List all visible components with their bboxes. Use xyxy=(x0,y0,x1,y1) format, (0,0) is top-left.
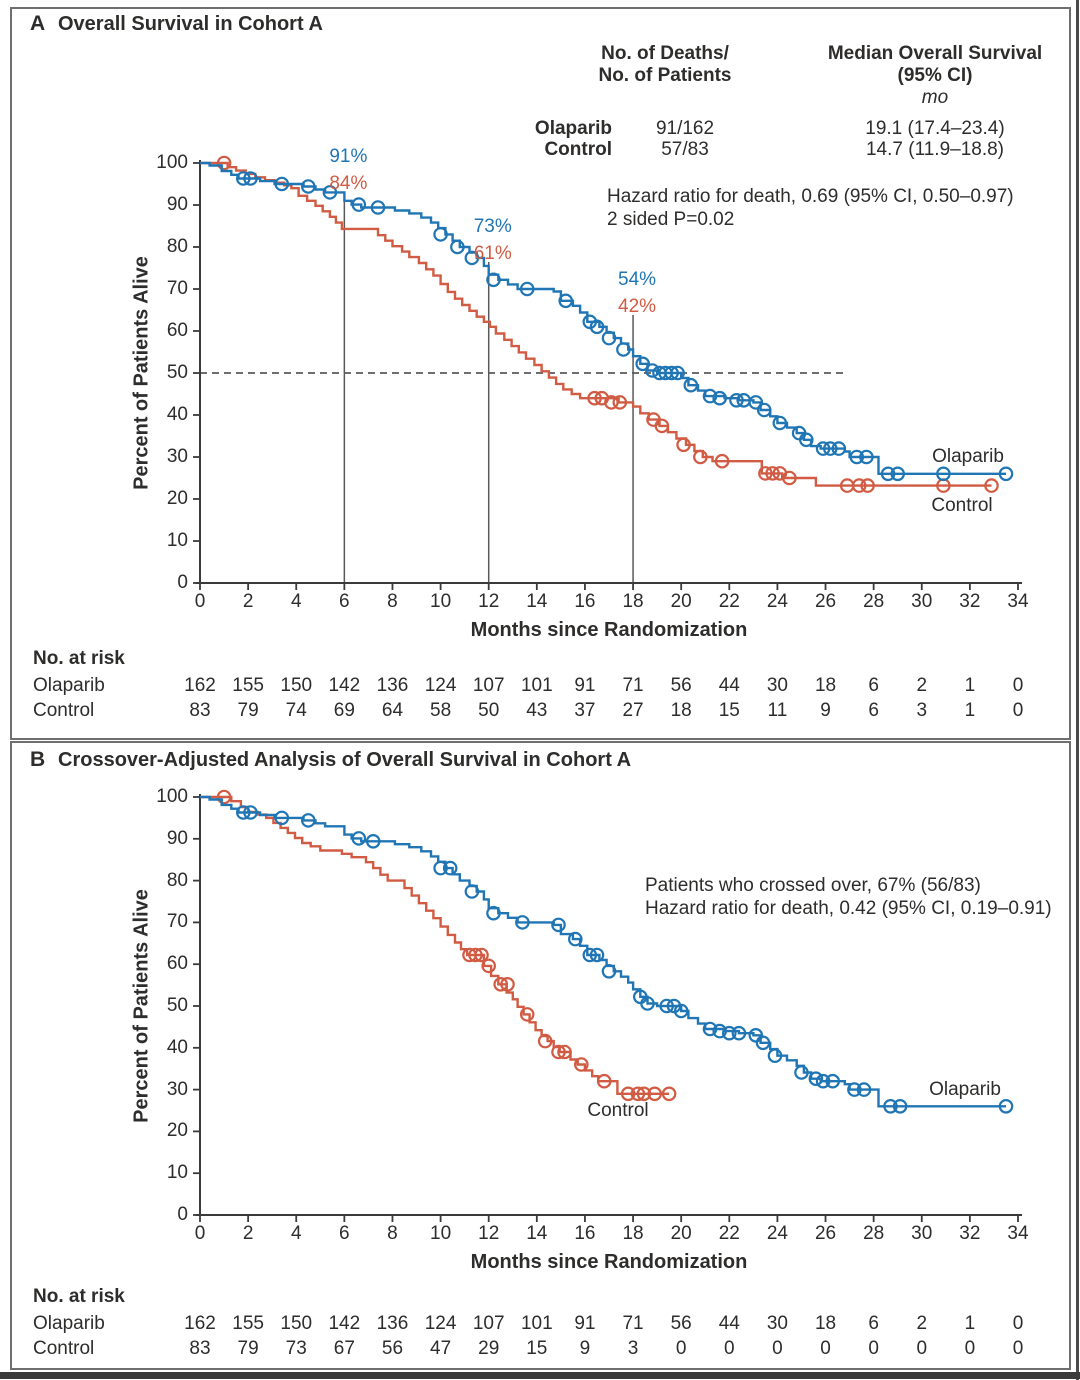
x-tick-label: 18 xyxy=(622,591,644,612)
y-tick-label: 50 xyxy=(166,362,188,383)
risk-count: 1 xyxy=(964,1313,976,1334)
risk-count: 0 xyxy=(964,1338,976,1359)
milestone-control-label: 84% xyxy=(329,173,368,194)
x-tick-label: 24 xyxy=(766,1223,788,1244)
risk-count: 1 xyxy=(964,700,976,721)
risk-row-label: Control xyxy=(33,1338,95,1359)
y-tick-label: 50 xyxy=(166,995,188,1016)
curve-label-olaparib-a: Olaparib xyxy=(932,446,1004,467)
risk-count: 9 xyxy=(579,1338,591,1359)
risk-count: 162 xyxy=(184,675,216,696)
risk-count: 101 xyxy=(520,675,553,696)
x-tick-label: 22 xyxy=(718,1223,740,1244)
risk-count: 44 xyxy=(718,675,740,696)
x-tick-label: 8 xyxy=(387,591,398,612)
risk-count: 71 xyxy=(622,1313,644,1334)
y-tick-label: 30 xyxy=(166,1078,188,1100)
risk-count: 2 xyxy=(916,675,928,696)
risk-count: 15 xyxy=(526,1338,548,1359)
stats-col2-header-line2: (95% CI) xyxy=(897,65,973,86)
risk-count: 150 xyxy=(280,1313,313,1334)
y-tick-label: 20 xyxy=(166,488,188,509)
x-tick-label: 10 xyxy=(430,591,452,612)
risk-count: 101 xyxy=(520,1313,553,1334)
risk-count: 37 xyxy=(574,700,596,721)
risk-count: 15 xyxy=(718,700,740,721)
y-tick-label: 40 xyxy=(166,404,188,425)
y-tick-label: 0 xyxy=(177,1204,188,1225)
y-tick-label: 10 xyxy=(166,530,188,551)
stats-col1-header-line2: No. of Patients xyxy=(598,65,732,86)
y-tick-label: 60 xyxy=(166,953,188,975)
x-tick-label: 32 xyxy=(959,1223,981,1244)
x-tick-label: 10 xyxy=(430,1223,452,1244)
risk-count: 18 xyxy=(814,1313,837,1334)
stats-row-olaparib-label: Olaparib xyxy=(534,118,612,139)
km-curve-control-b xyxy=(200,797,669,1094)
x-axis-title-b: Months since Randomization xyxy=(470,1251,748,1273)
curve-label-control-b: Control xyxy=(587,1100,649,1121)
milestone-control-label: 61% xyxy=(473,243,512,264)
risk-count: 162 xyxy=(184,1313,216,1334)
risk-count: 30 xyxy=(766,675,788,696)
risk-count: 27 xyxy=(622,700,644,721)
risk-count: 83 xyxy=(189,700,211,721)
x-tick-label: 22 xyxy=(718,591,740,612)
pvalue-annotation-a: 2 sided P=0.02 xyxy=(607,209,735,230)
stats-col1-header-line1: No. of Deaths/ xyxy=(601,43,729,64)
risk-count: 155 xyxy=(232,1313,264,1334)
risk-count: 124 xyxy=(424,675,457,696)
x-tick-label: 26 xyxy=(814,1223,837,1244)
y-axis-title-a: Percent of Patients Alive xyxy=(130,256,153,490)
x-tick-label: 30 xyxy=(911,591,933,612)
risk-count: 47 xyxy=(430,1338,452,1359)
y-tick-label: 70 xyxy=(166,278,188,299)
risk-row-label: Olaparib xyxy=(33,675,105,696)
risk-count: 91 xyxy=(574,1313,596,1334)
risk-count: 64 xyxy=(381,700,404,721)
stats-row-control-label: Control xyxy=(544,139,612,160)
y-tick-label: 70 xyxy=(166,911,188,933)
risk-count: 2 xyxy=(916,1313,928,1334)
x-tick-label: 0 xyxy=(194,591,206,612)
y-tick-label: 90 xyxy=(166,827,188,849)
x-tick-label: 2 xyxy=(242,591,254,612)
y-axis-title-b: Percent of Patients Alive xyxy=(130,889,153,1123)
x-tick-label: 0 xyxy=(194,1223,206,1244)
stats-row-olaparib-deaths: 91/162 xyxy=(655,118,715,139)
x-tick-label: 4 xyxy=(290,591,302,612)
x-tick-label: 6 xyxy=(339,591,350,612)
stats-col2-unit: mo xyxy=(921,87,949,108)
risk-count: 3 xyxy=(916,700,928,721)
y-tick-label: 10 xyxy=(166,1162,188,1184)
risk-count: 0 xyxy=(1012,1338,1024,1359)
y-tick-label: 20 xyxy=(166,1120,188,1142)
risk-row-label: Control xyxy=(33,700,95,721)
y-tick-label: 90 xyxy=(166,194,188,215)
risk-count: 56 xyxy=(381,1338,404,1359)
x-tick-label: 12 xyxy=(478,1223,500,1244)
panel-b-letter: B xyxy=(30,748,46,771)
x-tick-label: 28 xyxy=(863,591,885,612)
panel-a-title: Overall Survival in Cohort A xyxy=(58,13,323,35)
risk-count: 0 xyxy=(820,1338,831,1359)
x-axis-title-a: Months since Randomization xyxy=(470,619,748,641)
km-curve-olaparib-a xyxy=(200,163,1006,474)
risk-count: 56 xyxy=(670,1313,692,1334)
risk-count: 18 xyxy=(814,675,837,696)
hazard-ratio-annotation-a: Hazard ratio for death, 0.69 (95% CI, 0.50–0.97) xyxy=(607,186,1014,207)
x-tick-label: 20 xyxy=(670,1223,692,1244)
risk-count: 73 xyxy=(285,1338,307,1359)
crossover-annotation-b: Patients who crossed over, 67% (56/83) xyxy=(645,875,981,896)
hazard-ratio-annotation-b: Hazard ratio for death, 0.42 (95% CI, 0.19–0.91) xyxy=(645,898,1052,919)
risk-count: 0 xyxy=(1012,1313,1024,1334)
risk-count: 71 xyxy=(622,675,644,696)
risk-count: 43 xyxy=(526,700,548,721)
x-tick-label: 34 xyxy=(1007,591,1029,612)
risk-count: 69 xyxy=(333,700,355,721)
x-tick-label: 4 xyxy=(290,1223,302,1244)
risk-count: 9 xyxy=(820,700,831,721)
stats-row-control-median: 14.7 (11.9–18.8) xyxy=(865,139,1005,160)
x-tick-label: 34 xyxy=(1007,1223,1029,1244)
y-tick-label: 100 xyxy=(156,786,188,807)
risk-count: 6 xyxy=(868,700,879,721)
risk-count: 0 xyxy=(772,1338,783,1359)
risk-count: 67 xyxy=(333,1338,355,1359)
x-tick-label: 2 xyxy=(242,1223,254,1244)
curve-label-control-a: Control xyxy=(931,495,993,516)
milestone-olaparib-label: 73% xyxy=(473,216,512,237)
panel-a-letter: A xyxy=(30,12,46,35)
risk-count: 0 xyxy=(723,1338,735,1359)
no-at-risk-header-a: No. at risk xyxy=(33,648,125,669)
x-tick-label: 16 xyxy=(574,1223,596,1244)
x-tick-label: 24 xyxy=(766,591,788,612)
risk-count: 56 xyxy=(670,675,692,696)
panel-b-title: Crossover-Adjusted Analysis of Overall Survival in Cohort A xyxy=(58,749,632,771)
risk-count: 155 xyxy=(232,675,264,696)
risk-count: 136 xyxy=(376,675,409,696)
risk-count: 91 xyxy=(574,675,596,696)
x-tick-label: 26 xyxy=(814,591,837,612)
stats-col2-header-line1: Median Overall Survival xyxy=(827,43,1043,64)
risk-count: 50 xyxy=(478,700,500,721)
x-tick-label: 18 xyxy=(622,1223,644,1244)
y-tick-label: 30 xyxy=(166,446,188,467)
risk-count: 79 xyxy=(237,700,259,721)
y-tick-label: 60 xyxy=(166,320,188,341)
risk-count: 83 xyxy=(189,1338,211,1359)
risk-count: 3 xyxy=(627,1338,639,1359)
no-at-risk-header-b: No. at risk xyxy=(33,1286,125,1307)
risk-count: 58 xyxy=(430,700,452,721)
risk-count: 0 xyxy=(916,1338,928,1359)
x-tick-label: 6 xyxy=(339,1223,350,1244)
y-tick-label: 100 xyxy=(156,152,188,173)
y-tick-label: 40 xyxy=(166,1036,188,1058)
x-tick-label: 14 xyxy=(526,591,548,612)
x-tick-label: 8 xyxy=(387,1223,398,1244)
risk-count: 18 xyxy=(670,700,692,721)
risk-row-label: Olaparib xyxy=(33,1313,105,1334)
x-tick-label: 28 xyxy=(863,1223,885,1244)
y-tick-label: 0 xyxy=(177,572,188,593)
risk-count: 107 xyxy=(472,1313,505,1334)
x-tick-label: 20 xyxy=(670,591,692,612)
curve-label-olaparib-b: Olaparib xyxy=(929,1079,1001,1100)
y-tick-label: 80 xyxy=(166,869,188,891)
x-tick-label: 16 xyxy=(574,591,596,612)
risk-count: 6 xyxy=(868,1313,879,1334)
x-tick-label: 14 xyxy=(526,1223,548,1244)
risk-count: 0 xyxy=(675,1338,687,1359)
risk-count: 107 xyxy=(472,675,505,696)
risk-count: 142 xyxy=(328,675,361,696)
risk-count: 11 xyxy=(767,700,788,721)
risk-count: 79 xyxy=(237,1338,259,1359)
risk-count: 6 xyxy=(868,675,879,696)
y-tick-label: 80 xyxy=(166,236,188,257)
milestone-olaparib-label: 54% xyxy=(618,269,657,290)
risk-count: 0 xyxy=(1012,675,1024,696)
milestone-olaparib-label: 91% xyxy=(329,146,368,167)
risk-count: 136 xyxy=(376,1313,409,1334)
risk-count: 29 xyxy=(478,1338,500,1359)
risk-count: 142 xyxy=(328,1313,361,1334)
risk-count: 0 xyxy=(1012,700,1024,721)
risk-count: 44 xyxy=(718,1313,740,1334)
x-tick-label: 12 xyxy=(478,591,500,612)
milestone-control-label: 42% xyxy=(618,296,657,317)
risk-count: 0 xyxy=(868,1338,879,1359)
risk-count: 1 xyxy=(964,675,976,696)
risk-count: 30 xyxy=(766,1313,788,1334)
x-tick-label: 32 xyxy=(959,591,981,612)
risk-count: 150 xyxy=(280,675,313,696)
stats-row-control-deaths: 57/83 xyxy=(661,139,709,160)
stats-row-olaparib-median: 19.1 (17.4–23.4) xyxy=(865,118,1005,139)
risk-count: 74 xyxy=(285,700,307,721)
x-tick-label: 30 xyxy=(911,1223,933,1244)
risk-count: 124 xyxy=(424,1313,457,1334)
